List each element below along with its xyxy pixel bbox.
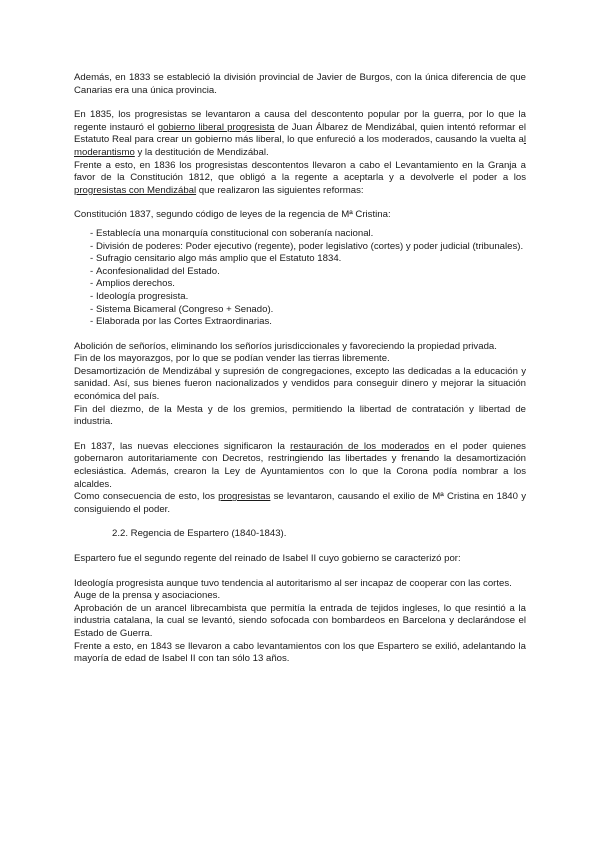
text-span: En 1835, los progresistas se levantaron a causa del descontento popular por la guerra, por lo que la regente instauró el	[74, 109, 526, 133]
text-span: de Juan Álbarez de Mendizábal, quien intentó reformar el Estatuto Real para crear un gobierno más liberal, lo que enfureció a los moderados, causando la vuelta a	[74, 121, 527, 146]
text-span: Como consecuencia de esto, los	[74, 491, 219, 503]
text-span: Frente a esto, en 1836 los progresistas descontentos llevaron a cabo el Levantamiento en la Granja a favor de la Constitución 1812, que obligó a la regente a aceptarla y a devolverle el poder a los	[74, 159, 526, 184]
list-item: - Elaborada por las Cortes Extraordinarias.	[74, 316, 526, 329]
list-item: - Sufragio censitario algo más amplio que el Estatuto 1834.	[74, 253, 526, 266]
paragraph-levantamientos-1843: Frente a esto, en 1843 se llevaron a cabo levantamientos con los que Espartero se exilió, adelantando la mayoría de edad de Isabel II con tan sólo 13 años.	[74, 640, 526, 665]
paragraph-prensa: Auge de la prensa y asociaciones.	[74, 590, 221, 602]
paragraph-constitucion-1837: Constitución 1837, segundo código de leyes de la regencia de Mª Cristina:	[74, 209, 391, 221]
list-item: - Sistema Bicameral (Congreso + Senado).	[74, 304, 526, 317]
document-body	[74, 72, 526, 666]
paragraph-elecciones-1837	[74, 441, 526, 491]
text-span: y la destitución de Mendizábal.	[134, 146, 269, 158]
text-span: que realizaron las siguientes reformas:	[196, 184, 364, 196]
underlined-restauracion: restauración de los moderados	[290, 440, 430, 452]
text-span: En 1837, las nuevas elecciones significaron la	[74, 440, 291, 452]
text-span: en el poder quienes gobernaron autoritariamente con Decretos, restringiendo las libertades y frenando la desamortización eclesiástica. Además, crearon la Ley de Ayuntamientos con lo que la Corona podía nombrar a los alcaldes.	[74, 440, 526, 490]
paragraph-1836	[74, 160, 526, 198]
paragraph-arancel: Aprobación de un arancel librecambista que permitía la entrada de tejidos ingleses, lo que resintió a la industria catalana, la cual se levantó, siendo sofocada con bombardeos en Barcelona y declarándose el Estado de Guerra.	[74, 602, 526, 639]
underlined-moderantismo: l moderantismo	[74, 134, 526, 158]
paragraph-ideologia: Ideología progresista aunque tuvo tendencia al autoritarismo al ser incapaz de cooperar con las cortes.	[74, 577, 512, 589]
underlined-progresistas-mendizabal: progresistas con Mendizábal	[74, 184, 197, 196]
list-item: - Establecía una monarquía constitucional con soberanía nacional.	[74, 228, 526, 241]
text-span: se levantaron, causando el exilio de Mª Cristina en 1840 y consiguiendo el poder.	[74, 491, 526, 515]
list-item: - Ideología progresista.	[74, 291, 526, 304]
paragraph-espartero-intro: Espartero fue el segundo regente del reinado de Isabel II cuyo gobierno se caracterizó por:	[74, 553, 461, 564]
list-item: - Aconfesionalidad del Estado.	[74, 266, 526, 279]
underlined-progresistas: progresistas	[218, 491, 271, 503]
list-item: - Amplios derechos.	[74, 278, 526, 291]
paragraph-mayorazgos: Fin de los mayorazgos, por lo que se podían vender las tierras libremente.	[74, 353, 390, 365]
section-heading: 2.2. Regencia de Espartero (1840-1843).	[112, 528, 287, 540]
paragraph-burgos: Además, en 1833 se estableció la división provincial de Javier de Burgos, con la única diferencia de que Canarias era una única provincia.	[74, 72, 526, 96]
paragraph-desamortizacion: Desamortización de Mendizábal y supresión de congregaciones, excepto las dedicadas a la educación y sanidad. Así, sus bienes fueron nacionalizados y vendidos para conseguir dinero y mejorar la situación económica del país.	[74, 365, 526, 403]
list-item: - División de poderes: Poder ejecutivo (regente), poder legislativo (cortes) y poder judicial (tribunales).	[74, 241, 526, 254]
paragraph-abolicion: Abolición de señoríos, eliminando los señoríos jurisdiccionales y favoreciendo la propiedad privada.	[74, 340, 497, 352]
reforms-list	[74, 228, 526, 329]
paragraph-1835	[74, 109, 526, 159]
paragraph-diezmo: Fin del diezmo, de la Mesta y de los gremios, permitiendo la libertad de contratación y libertad de industria.	[74, 403, 526, 428]
paragraph-consecuencia	[74, 491, 526, 516]
underlined-gobierno-liberal: gobierno liberal progresista	[157, 121, 275, 133]
